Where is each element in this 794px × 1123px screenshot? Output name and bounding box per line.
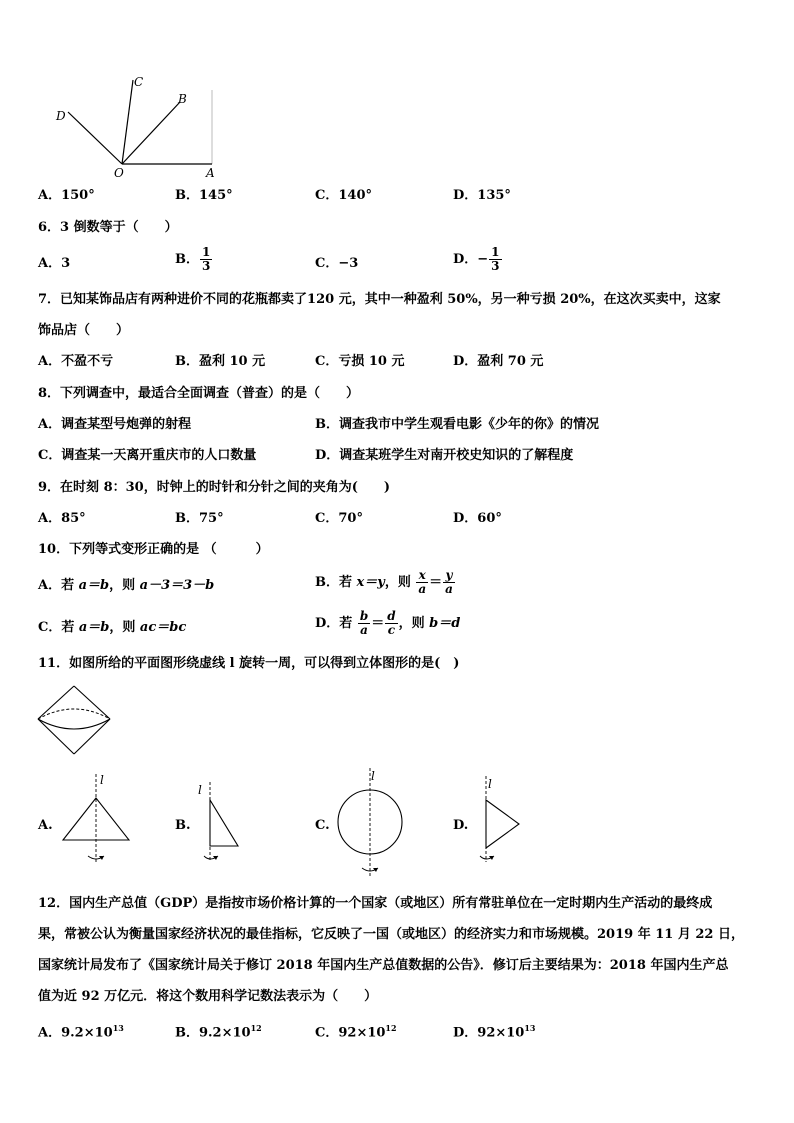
q6-b-fraction xyxy=(200,246,212,273)
q5-option-c[interactable]: C．140° xyxy=(315,188,372,203)
denominator: 3 xyxy=(202,259,211,273)
q12-option-c[interactable] xyxy=(315,1020,397,1041)
q9-option-d[interactable]: D．60° xyxy=(453,511,502,526)
q12-option-a[interactable] xyxy=(38,1020,124,1041)
numerator: d xyxy=(387,609,396,623)
denominator: c xyxy=(387,623,396,637)
q6-d-prefix: D．− xyxy=(453,252,489,267)
q10-d-result: b＝d xyxy=(429,616,461,631)
q10-d-mid: ，则 xyxy=(398,616,430,631)
q7-option-c[interactable]: C．亏损 10 元 xyxy=(315,354,405,369)
q9-option-c[interactable]: C．70° xyxy=(315,511,363,526)
denominator: 3 xyxy=(491,259,500,273)
q9-option-b[interactable]: B．75° xyxy=(175,511,224,526)
label-a: A xyxy=(206,166,215,180)
q10-c-result: ac＝bc xyxy=(139,620,187,635)
q6-option-c[interactable]: C．−3 xyxy=(315,256,359,271)
q5-option-a[interactable]: A．150° xyxy=(38,188,95,203)
angle-figure xyxy=(50,70,230,182)
q10-b-pre: B．若 xyxy=(315,575,357,590)
option-exponent: 13 xyxy=(524,1023,536,1033)
denominator: a xyxy=(445,582,453,596)
q6-stem: 6．3 倒数等于（ ） xyxy=(38,220,178,235)
q7-stem-line2: 饰品店（ ） xyxy=(38,323,130,338)
q10-a-result: a－3＝3－b xyxy=(139,578,215,593)
axis-label: l xyxy=(371,769,375,783)
q11-option-a-figure[interactable] xyxy=(58,770,138,870)
q12-option-d[interactable] xyxy=(453,1020,536,1041)
q12-option-b[interactable] xyxy=(175,1020,262,1041)
q10-b-cond: x＝y xyxy=(356,575,385,590)
q7-stem-line1: 7．已知某饰品店有两种进价不同的花瓶都卖了120 元，其中一种盈利 50%，另一种亏损 20%，在这次买卖中，这家 xyxy=(38,292,721,307)
option-exponent: 13 xyxy=(112,1023,124,1033)
numerator: x xyxy=(416,569,428,583)
q7-option-a[interactable]: A．不盈不亏 xyxy=(38,354,114,369)
q11-option-b-figure[interactable] xyxy=(196,778,256,868)
q10-c-cond: a＝b xyxy=(78,620,110,635)
q10-b-fraction-right xyxy=(443,569,455,596)
option-base: B．9.2×10 xyxy=(175,1025,251,1041)
q10-d-fraction-right xyxy=(385,610,397,637)
q10-d-equals: ＝ xyxy=(371,616,385,631)
axis-label: l xyxy=(198,783,202,797)
q11-option-d-figure[interactable] xyxy=(474,772,534,868)
q12-stem-line1: 12．国内生产总值（GDP）是指按市场价格计算的一个国家（或地区）所有常驻单位在一定时期内生产活动的最终成 xyxy=(38,896,713,911)
numerator: y xyxy=(443,569,455,583)
axis-label: l xyxy=(488,777,492,791)
q9-stem: 9．在时刻 8：30，时钟上的时针和分针之间的夹角为( ) xyxy=(38,480,391,495)
label-o: O xyxy=(114,166,124,180)
q9-option-a[interactable]: A．85° xyxy=(38,511,86,526)
q10-option-d[interactable] xyxy=(315,610,460,637)
q7-option-d[interactable]: D．盈利 70 元 xyxy=(453,354,544,369)
q10-c-pre: C．若 xyxy=(38,620,79,635)
q6-option-d[interactable] xyxy=(453,246,503,273)
q6-b-prefix: B． xyxy=(175,252,199,267)
q10-option-c[interactable] xyxy=(38,620,186,636)
q10-option-a[interactable] xyxy=(38,578,214,594)
denominator: a xyxy=(360,623,368,637)
q10-b-fraction-left xyxy=(416,569,428,596)
axis-label: l xyxy=(100,773,104,787)
q8-option-b[interactable]: B．调查我市中学生观看电影《少年的你》的情况 xyxy=(315,417,599,432)
q10-c-mid: ，则 xyxy=(109,620,140,635)
option-base: C．92×10 xyxy=(315,1025,386,1041)
option-base: D．92×10 xyxy=(453,1025,525,1041)
q7-option-b[interactable]: B．盈利 10 元 xyxy=(175,354,266,369)
q11-option-b-letter[interactable]: B. xyxy=(175,818,191,833)
q11-stem: 11．如图所给的平面图形绕虚线 l 旋转一周，可以得到立体图形的是( ) xyxy=(38,656,460,671)
q10-a-pre: A．若 xyxy=(38,578,79,593)
q6-option-b[interactable] xyxy=(175,246,213,273)
q6-option-a[interactable]: A．3 xyxy=(38,256,71,271)
q10-stem: 10．下列等式变形正确的是 （ ） xyxy=(38,542,269,557)
q10-d-fraction-left xyxy=(358,610,370,637)
q11-option-c-letter[interactable]: C. xyxy=(315,818,330,833)
q6-d-fraction xyxy=(489,246,501,273)
option-base: A．9.2×10 xyxy=(38,1025,113,1041)
q11-double-cone-figure xyxy=(34,684,114,756)
q10-d-pre: D．若 xyxy=(315,616,357,631)
q5-option-b[interactable]: B．145° xyxy=(175,188,233,203)
q12-stem-line2: 果，常被公认为衡量国家经济状况的最佳指标，它反映了一国（或地区）的经济实力和市场规模。2019 年 11 月 22 日， xyxy=(38,927,744,942)
option-exponent: 12 xyxy=(250,1023,262,1033)
q12-stem-line3: 国家统计局发布了《国家统计局关于修订 2018 年国内生产总值数据的公告》．修订后主要结果为：2018 年国内生产总 xyxy=(38,958,729,973)
q8-option-a[interactable]: A．调查某型号炮弹的射程 xyxy=(38,417,192,432)
q12-stem-line4: 值为近 92 万亿元．将这个数用科学记数法表示为（ ） xyxy=(38,989,378,1004)
label-d: D xyxy=(56,109,66,123)
q10-a-cond: a＝b xyxy=(78,578,110,593)
q5-option-d[interactable]: D．135° xyxy=(453,188,511,203)
option-exponent: 12 xyxy=(385,1023,397,1033)
q10-b-mid: ，则 xyxy=(384,575,416,590)
denominator: a xyxy=(418,582,427,596)
q11-option-d-letter[interactable]: D. xyxy=(453,818,469,833)
numerator: b xyxy=(359,609,369,623)
numerator: 1 xyxy=(202,245,211,259)
label-b: B xyxy=(178,92,187,106)
q11-option-c-figure[interactable] xyxy=(334,764,414,884)
q8-option-d[interactable]: D．调查某班学生对南开校史知识的了解程度 xyxy=(315,448,574,463)
q10-b-equals: ＝ xyxy=(429,575,443,590)
q8-option-c[interactable]: C．调查某一天离开重庆市的人口数量 xyxy=(38,448,257,463)
q10-option-b[interactable] xyxy=(315,569,456,596)
q10-a-mid: ，则 xyxy=(109,578,140,593)
q11-option-a-letter[interactable]: A. xyxy=(38,818,53,833)
numerator: 1 xyxy=(491,245,500,259)
q8-stem: 8．下列调查中，最适合全面调查（普查）的是（ ） xyxy=(38,386,360,401)
label-c: C xyxy=(134,75,144,89)
